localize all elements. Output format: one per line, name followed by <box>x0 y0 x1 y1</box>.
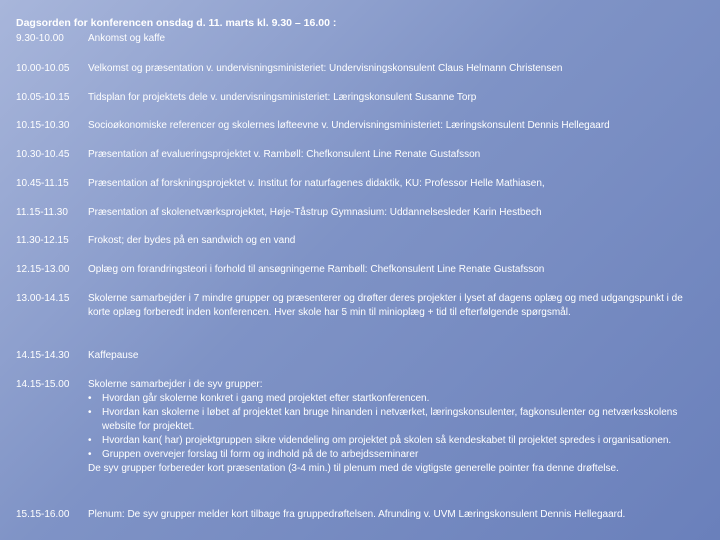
agenda-item: Velkomst og præsentation v. undervisningsministeriet: Undervisningskonsulent Claus Helmann Christensen <box>88 63 563 74</box>
agenda-item-group <box>88 378 706 476</box>
agenda-item: Præsentation af evalueringsprojektet v. Rambøll: Chefkonsulent Line Renate Gustafsson <box>88 149 481 160</box>
agenda-item: Socioøkonomiske referencer og skolernes løfteevne v. Undervisningsministeriet: Læringskonsulent Dennis Hellegaard <box>88 120 610 131</box>
agenda-item: Præsentation af forskningsprojektet v. Institut for naturfagenes didaktik, KU: Professor Helle Mathiasen, <box>88 178 545 189</box>
time-slot: 9.30-10.00 <box>16 33 64 44</box>
bullet-item: • Gruppen overvejer forslag til form og indhold på de to arbejdsseminarer <box>88 448 706 462</box>
time-slot: 14.15-15.00 <box>16 379 70 390</box>
time-slot: 10.45-11.15 <box>16 178 69 189</box>
agenda-item: Ankomst og kaffe <box>88 33 166 44</box>
agenda-item: Præsentation af skolenetværksprojektet, Høje-Tåstrup Gymnasium: Uddannelsesleder Karin Hestbech <box>88 207 542 218</box>
time-slot: 13.00-14.15 <box>16 293 70 304</box>
bullet-list <box>88 392 706 462</box>
time-slot: 15.15-16.00 <box>16 509 70 520</box>
time-slot: 11.15-11.30 <box>16 207 68 218</box>
agenda-item: Kaffepause <box>88 350 139 361</box>
agenda-item: Plenum: De syv grupper melder kort tilbage fra gruppedrøftelsen. Afrunding v. UVM Læringskonsulent Dennis Hellegaard. <box>88 509 626 520</box>
agenda-item: Oplæg om forandringsteori i forhold til ansøgningerne Rambøll: Chefkonsulent Line Renate Gustafsson <box>88 264 545 275</box>
time-slot: 10.15-10.30 <box>16 120 70 131</box>
bullet-item: • Hvordan kan skolerne i løbet af projektet kan bruge hinanden i netværket, læringskonsulenter, fagkonsulenter og netværksskolens website for projektet. <box>88 406 706 434</box>
bullet-item: • Hvordan går skolerne konkret i gang med projektet efter startkonferencen. <box>88 392 706 406</box>
time-slot: 10.05-10.15 <box>16 92 70 103</box>
agenda-item: Tidsplan for projektets dele v. undervisningsministeriet: Læringskonsulent Susanne Torp <box>88 92 477 103</box>
agenda-title: Dagsorden for konferencen onsdag d. 11. marts kl. 9.30 – 16.00 : <box>16 17 337 29</box>
bullet-item: • Hvordan kan( har) projektgruppen sikre videndeling om projektet på skolen så kendeskabet til projektet spredes i organisationen. <box>88 434 706 448</box>
agenda-item-note: De syv grupper forbereder kort præsentation (3-4 min.) til plenum med de vigtigste generelle pointer fra denne drøftelse. <box>88 463 619 474</box>
time-slot: 10.30-10.45 <box>16 149 70 160</box>
agenda-item: Skolerne samarbejder i de syv grupper: <box>88 379 263 390</box>
time-slot: 10.00-10.05 <box>16 63 70 74</box>
time-slot: 11.30-12.15 <box>16 235 69 246</box>
agenda-item: Frokost; der bydes på en sandwich og en vand <box>88 235 296 246</box>
time-slot: 12.15-13.00 <box>16 264 70 275</box>
time-slot: 14.15-14.30 <box>16 350 70 361</box>
agenda-item: Skolerne samarbejder i 7 mindre grupper og præsenterer og drøfter deres projekter i lyset af dagens oplæg og med udgangspunkt i de korte oplæg forberedt inden konferencen. Hver skole har 5 min til minioplæg + tid til efterfølgende spørgsmål. <box>88 293 683 318</box>
